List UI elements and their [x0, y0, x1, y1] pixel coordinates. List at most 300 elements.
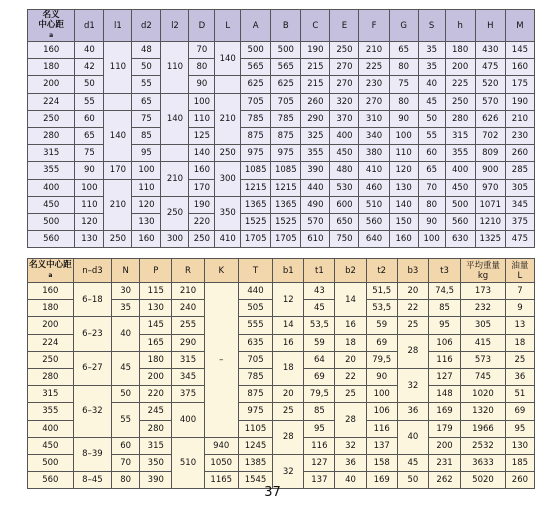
table-cell: 106 — [428, 334, 460, 351]
header-S: S — [418, 10, 445, 42]
table-cell: 450 — [28, 437, 74, 454]
table-cell: 32 — [335, 437, 366, 454]
table-cell: 32 — [397, 368, 428, 402]
table-cell: 50 — [418, 110, 445, 127]
table-cell: 6–27 — [73, 351, 111, 385]
table-cell: 8–39 — [73, 437, 111, 471]
table-row — [28, 93, 535, 110]
table-cell: 290 — [301, 110, 330, 127]
table-cell: 200 — [28, 76, 75, 93]
header-b2: b2 — [335, 259, 366, 283]
table-cell: 28 — [335, 403, 366, 437]
table-cell: 35 — [418, 59, 445, 76]
table-cell: 65 — [418, 162, 445, 179]
header-d1: d1 — [75, 10, 104, 42]
table-cell: 510 — [359, 196, 389, 213]
table-cell: 140 — [189, 145, 215, 162]
table-cell: 430 — [475, 42, 505, 59]
table-cell: 55 — [112, 403, 140, 437]
table-cell: 25 — [505, 351, 534, 368]
table-cell: 170 — [189, 179, 215, 196]
table-cell: 210 — [359, 42, 389, 59]
table-cell: 179 — [428, 420, 460, 437]
table-cell: 500 — [28, 454, 74, 471]
table-cell: 785 — [238, 368, 272, 385]
header-h: h — [445, 10, 475, 42]
table-cell: 1020 — [461, 386, 506, 403]
table-cell: 250 — [161, 196, 189, 230]
table-cell: 220 — [140, 386, 172, 403]
table-cell: 55 — [75, 93, 104, 110]
table-cell: 130 — [75, 231, 104, 248]
table-cell: 270 — [330, 59, 359, 76]
header-l1: l1 — [104, 10, 132, 42]
table-cell: 169 — [366, 472, 397, 489]
table-cell: 180 — [445, 42, 475, 59]
table-cell: – — [204, 283, 238, 438]
table-cell: 315 — [445, 127, 475, 144]
table-cell: 69 — [366, 334, 397, 351]
table-cell: 785 — [241, 110, 271, 127]
table-cell: 100 — [132, 162, 161, 179]
mounting-table — [27, 258, 535, 489]
table-cell: 290 — [172, 334, 204, 351]
table-row — [28, 317, 535, 334]
table-cell: 250 — [189, 231, 215, 248]
table-cell: 350 — [140, 454, 172, 471]
table-cell: 280 — [28, 368, 74, 385]
table-cell: 55 — [132, 76, 161, 93]
table-cell: 45 — [112, 351, 140, 385]
table-row — [28, 213, 535, 230]
table-cell: 6–18 — [73, 283, 111, 317]
table-cell: 80 — [418, 196, 445, 213]
table-cell: 35 — [418, 42, 445, 59]
table-cell: 28 — [397, 334, 428, 368]
header-H: H — [475, 10, 505, 42]
table-cell: 145 — [505, 42, 534, 59]
table-cell: 230 — [505, 127, 534, 144]
table-cell: 785 — [271, 110, 301, 127]
table-cell: 285 — [505, 162, 534, 179]
table-cell: 106 — [366, 403, 397, 420]
table-cell: 75 — [389, 76, 418, 93]
table-cell: 90 — [366, 368, 397, 385]
header-b3: b3 — [397, 259, 428, 283]
table-cell: 560 — [28, 472, 74, 489]
table-cell: 36 — [335, 454, 366, 471]
table-cell: 210 — [505, 110, 534, 127]
header-t1: t1 — [304, 259, 335, 283]
table-cell: 400 — [445, 162, 475, 179]
table-cell: 450 — [445, 179, 475, 196]
table-cell: 69 — [304, 368, 335, 385]
table-cell: 635 — [238, 334, 272, 351]
table-cell: 1050 — [204, 454, 238, 471]
table-cell: 320 — [330, 93, 359, 110]
table-cell: 975 — [271, 145, 301, 162]
table-cell: 190 — [189, 196, 215, 213]
table-cell: 100 — [366, 386, 397, 403]
table-cell: 50 — [132, 59, 161, 76]
table-cell: 355 — [28, 162, 75, 179]
table-cell: 110 — [161, 42, 189, 94]
table-cell: 500 — [241, 42, 271, 59]
table-cell: 95 — [304, 420, 335, 437]
table-cell: 560 — [445, 213, 475, 230]
header-G: G — [389, 10, 418, 42]
table-cell: 25 — [273, 403, 304, 420]
table-cell: 53,5 — [366, 300, 397, 317]
table-cell: 210 — [172, 283, 204, 300]
table-row — [28, 386, 535, 403]
table-cell: 315 — [140, 437, 172, 454]
table-cell: 32 — [273, 454, 304, 488]
table-cell — [215, 76, 241, 93]
table-cell: 1525 — [241, 213, 271, 230]
table-cell: 140 — [389, 196, 418, 213]
table-cell: 315 — [28, 145, 75, 162]
table-cell: 36 — [505, 368, 534, 385]
table-cell: 160 — [505, 59, 534, 76]
table-cell: 410 — [215, 231, 241, 248]
table-cell: 705 — [241, 93, 271, 110]
table-cell: 225 — [445, 76, 475, 93]
table-cell: 22 — [335, 368, 366, 385]
table-cell: 6–32 — [73, 386, 111, 438]
table-cell: 355 — [301, 145, 330, 162]
table-cell: 65 — [75, 127, 104, 144]
table-cell: 127 — [304, 454, 335, 471]
table-cell: 18 — [273, 351, 304, 385]
table-cell: 53,5 — [304, 317, 335, 334]
table-cell: 75 — [75, 145, 104, 162]
table-cell: 59 — [366, 317, 397, 334]
table-cell: 250 — [28, 110, 75, 127]
table-cell: 51 — [505, 386, 534, 403]
table-cell: 160 — [28, 283, 74, 300]
table-row — [28, 162, 535, 179]
table-cell: 20 — [397, 283, 428, 300]
table-cell: 490 — [301, 196, 330, 213]
table-row — [28, 145, 535, 162]
table-cell: 1085 — [271, 162, 301, 179]
table-cell: 215 — [301, 76, 330, 93]
table-cell: 1215 — [271, 179, 301, 196]
table-cell: 200 — [28, 317, 74, 334]
table-cell: 1071 — [475, 196, 505, 213]
table-cell: 137 — [366, 437, 397, 454]
table-cell: 400 — [330, 127, 359, 144]
table-cell: 8–45 — [73, 472, 111, 489]
table-cell: 130 — [505, 437, 534, 454]
table-cell: 565 — [241, 59, 271, 76]
header-C: C — [301, 10, 330, 42]
table-cell: 127 — [428, 368, 460, 385]
table-cell: 705 — [271, 93, 301, 110]
table-cell: 270 — [359, 93, 389, 110]
table-header-row — [28, 259, 535, 283]
table-cell: 200 — [140, 368, 172, 385]
header-D: D — [189, 10, 215, 42]
table-cell: 148 — [428, 386, 460, 403]
table-cell: 130 — [140, 300, 172, 317]
table-cell: 400 — [28, 179, 75, 196]
table-cell: 262 — [428, 472, 460, 489]
table-cell: 1365 — [241, 196, 271, 213]
table-cell: 210 — [104, 179, 132, 231]
table-cell: 440 — [238, 283, 272, 300]
table-cell: 900 — [475, 162, 505, 179]
table-cell: 505 — [238, 300, 272, 317]
table-cell: 180 — [28, 300, 74, 317]
table-cell: 245 — [140, 403, 172, 420]
table-cell: 55 — [418, 127, 445, 144]
table-cell: 50 — [112, 386, 140, 403]
table-cell: 100 — [389, 127, 418, 144]
table-cell: 875 — [271, 127, 301, 144]
table-cell: 158 — [366, 454, 397, 471]
table-cell: 110 — [389, 145, 418, 162]
table-cell: 875 — [238, 386, 272, 403]
table-cell: 110 — [132, 179, 161, 196]
table-cell: 224 — [28, 93, 75, 110]
table-cell: 626 — [475, 110, 505, 127]
table-cell: 500 — [445, 196, 475, 213]
table-cell: 64 — [304, 351, 335, 368]
table-cell: 120 — [389, 162, 418, 179]
table-cell: 224 — [28, 334, 74, 351]
table-cell: 160 — [132, 231, 161, 248]
table-cell: 95 — [132, 145, 161, 162]
table-cell: 60 — [418, 145, 445, 162]
table-cell: 180 — [28, 59, 75, 76]
table-cell: 90 — [75, 162, 104, 179]
table-cell: 85 — [132, 127, 161, 144]
table-cell: 50 — [397, 472, 428, 489]
header-B: B — [271, 10, 301, 42]
table-cell: 16 — [335, 317, 366, 334]
table-row — [28, 179, 535, 196]
table-cell: 79,5 — [304, 386, 335, 403]
table-cell: 650 — [330, 213, 359, 230]
table-cell: 410 — [359, 162, 389, 179]
table-cell: 20 — [335, 351, 366, 368]
table-cell: 30 — [112, 283, 140, 300]
table-cell: 300 — [215, 162, 241, 196]
header-M: M — [505, 10, 534, 42]
table-cell: 375 — [172, 386, 204, 403]
table-cell: 280 — [445, 110, 475, 127]
table-cell: 210 — [215, 93, 241, 145]
table-cell: 45 — [397, 454, 428, 471]
table-cell: 65 — [132, 93, 161, 110]
header-center-distance: 名义 中心距 a — [28, 10, 75, 42]
table-cell: 42 — [75, 59, 104, 76]
table-cell: 300 — [161, 231, 189, 248]
table-cell: 51,5 — [366, 283, 397, 300]
table-row — [28, 76, 535, 93]
table-cell: 232 — [461, 300, 506, 317]
table-cell: 40 — [397, 420, 428, 454]
table-cell: 225 — [359, 59, 389, 76]
table-cell: 200 — [445, 59, 475, 76]
table-cell: 14 — [273, 317, 304, 334]
table-cell: 90 — [389, 110, 418, 127]
table-cell: 570 — [301, 213, 330, 230]
table-cell: 60 — [112, 437, 140, 454]
header-t3: t3 — [428, 259, 460, 283]
table-cell: 190 — [301, 42, 330, 59]
table-cell: 702 — [475, 127, 505, 144]
table-cell: 3633 — [461, 454, 506, 471]
table-cell: 350 — [215, 196, 241, 230]
table-cell: 315 — [172, 351, 204, 368]
table-cell: 180 — [140, 351, 172, 368]
table-cell: 175 — [505, 76, 534, 93]
table-cell: 530 — [330, 179, 359, 196]
header-nd3: n–d3 — [73, 259, 111, 283]
table-cell: 480 — [330, 162, 359, 179]
table-cell: 150 — [389, 213, 418, 230]
table-cell: 85 — [304, 403, 335, 420]
header-R: R — [172, 259, 204, 283]
table-cell: 130 — [132, 213, 161, 230]
table-cell: 116 — [428, 351, 460, 368]
table-cell: 110 — [104, 42, 132, 94]
table-cell: 130 — [389, 179, 418, 196]
table-cell: 185 — [505, 454, 534, 471]
table-cell: 250 — [215, 145, 241, 162]
header-T: T — [238, 259, 272, 283]
table-row — [28, 351, 535, 368]
table-cell: 69 — [505, 403, 534, 420]
table-cell: 573 — [461, 351, 506, 368]
header-A: A — [241, 10, 271, 42]
table-cell: 35 — [112, 300, 140, 317]
table-cell: 90 — [418, 213, 445, 230]
table-cell: 80 — [112, 472, 140, 489]
table-cell: 25 — [335, 386, 366, 403]
table-cell: 2532 — [461, 437, 506, 454]
table-cell: 28 — [273, 420, 304, 454]
table-cell: 475 — [475, 59, 505, 76]
table-cell: 745 — [461, 368, 506, 385]
table-cell: 400 — [28, 420, 74, 437]
table-cell: 45 — [304, 300, 335, 317]
table-cell: 40 — [418, 76, 445, 93]
table-cell: 1105 — [238, 420, 272, 437]
header-P: P — [140, 259, 172, 283]
table-cell: 140 — [215, 42, 241, 76]
table-cell: 345 — [172, 368, 204, 385]
table-cell: 160 — [28, 42, 75, 59]
table-cell: 48 — [132, 42, 161, 59]
table-cell: 9 — [505, 300, 534, 317]
header-t2: t2 — [366, 259, 397, 283]
table-cell: 565 — [271, 59, 301, 76]
table-cell: 1210 — [475, 213, 505, 230]
table-cell: 25 — [397, 317, 428, 334]
table-cell: 345 — [505, 196, 534, 213]
table-cell: 975 — [238, 403, 272, 420]
table-cell: 460 — [359, 179, 389, 196]
table-cell: 43 — [304, 283, 335, 300]
table-cell: 210 — [161, 162, 189, 196]
table-row — [28, 110, 535, 127]
table-cell: 250 — [28, 351, 74, 368]
table-cell: 116 — [366, 420, 397, 437]
table-cell: 20 — [273, 386, 304, 403]
table-row — [28, 42, 535, 59]
table-cell: 165 — [140, 334, 172, 351]
table-cell: 310 — [359, 110, 389, 127]
table-cell: 14 — [335, 283, 366, 317]
table-cell: 450 — [330, 145, 359, 162]
table-cell: 250 — [104, 231, 132, 248]
table-cell: 6–23 — [73, 317, 111, 351]
table-cell: 280 — [140, 420, 172, 437]
table-cell: 560 — [28, 231, 75, 248]
table-cell: 260 — [505, 472, 534, 489]
table-cell: 80 — [389, 59, 418, 76]
table-cell: 1545 — [238, 472, 272, 489]
header-center-distance: 名义中心距 a — [28, 259, 74, 283]
table-cell: 40 — [112, 317, 140, 351]
table-cell: 13 — [505, 317, 534, 334]
table-cell: 1705 — [271, 231, 301, 248]
table-cell: 940 — [204, 437, 238, 454]
table-cell: 50 — [75, 76, 104, 93]
table-cell: 260 — [505, 145, 534, 162]
header-N: N — [112, 259, 140, 283]
table-cell: 1365 — [271, 196, 301, 213]
table-cell: 250 — [330, 42, 359, 59]
table-cell: 140 — [161, 93, 189, 145]
table-cell: 240 — [172, 300, 204, 317]
table-cell: 600 — [330, 196, 359, 213]
table-cell: 325 — [301, 127, 330, 144]
table-cell: 370 — [330, 110, 359, 127]
table-cell: 640 — [359, 231, 389, 248]
table-cell: 18 — [335, 334, 366, 351]
table-cell: 1385 — [238, 454, 272, 471]
table-cell: 500 — [271, 42, 301, 59]
table-cell: 45 — [418, 93, 445, 110]
table-cell: 100 — [189, 93, 215, 110]
table-cell: 970 — [475, 179, 505, 196]
table-cell: 5020 — [461, 472, 506, 489]
table-cell: 450 — [28, 196, 75, 213]
table-cell: 200 — [428, 437, 460, 454]
table-cell: 500 — [28, 213, 75, 230]
table-cell: 610 — [301, 231, 330, 248]
table-row — [28, 231, 535, 248]
table-cell: 70 — [418, 179, 445, 196]
header-d2: d2 — [132, 10, 161, 42]
table-cell: 120 — [132, 196, 161, 213]
table-cell: 1245 — [238, 437, 272, 454]
table-cell: 80 — [189, 59, 215, 76]
table-cell: 100 — [75, 179, 104, 196]
table-cell — [104, 93, 132, 110]
table-cell: 110 — [75, 196, 104, 213]
table-cell: 22 — [397, 300, 428, 317]
table-header-row — [28, 10, 535, 42]
table-cell: 60 — [75, 110, 104, 127]
table-cell: 440 — [301, 179, 330, 196]
table-cell: 555 — [238, 317, 272, 334]
